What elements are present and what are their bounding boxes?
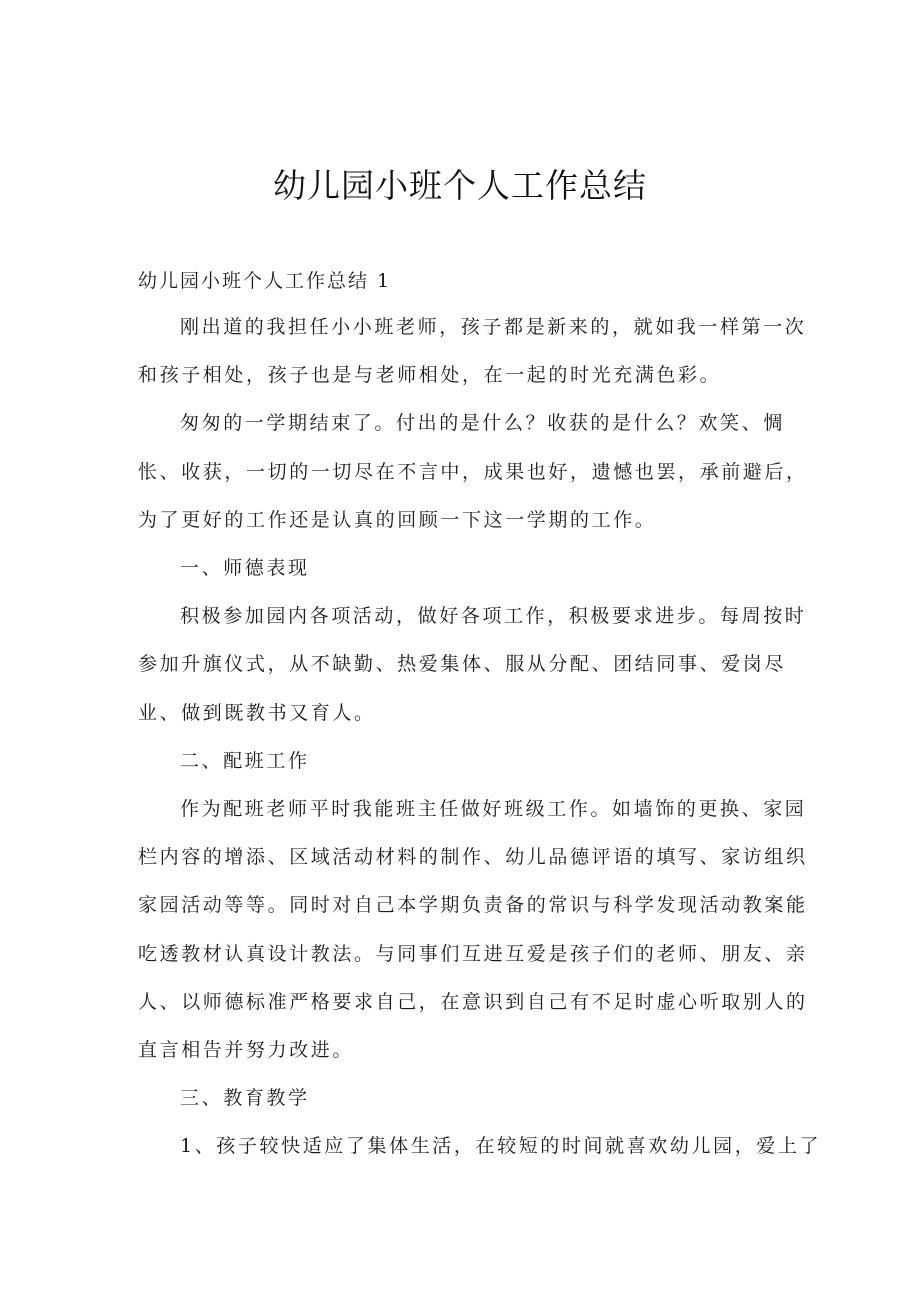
paragraph-line: 人、以师德标准严格要求自己，在意识到自己有不足时虚心听取别人的 bbox=[138, 991, 808, 1013]
section-heading: 一、师德表现 bbox=[180, 557, 310, 579]
section-heading: 三、教育教学 bbox=[180, 1087, 310, 1109]
paragraph-line: 怅、收获，一切的一切尽在不言中，成果也好，遗憾也罢，承前避后， bbox=[138, 461, 808, 483]
paragraph-line: 为了更好的工作还是认真的回顾一下这一学期的工作。 bbox=[138, 509, 657, 531]
paragraph-line: 作为配班老师平时我能班主任做好班级工作。如墙饰的更换、家园 bbox=[180, 798, 807, 820]
paragraph-line: 匆匆的一学期结束了。付出的是什么？收获的是什么？欢笑、惆 bbox=[180, 412, 785, 434]
section-heading: 二、配班工作 bbox=[180, 750, 310, 772]
paragraph-line: 积极参加园内各项活动，做好各项工作，积极要求进步。每周按时 bbox=[180, 605, 807, 627]
document-title: 幼儿园小班个人工作总结 bbox=[273, 166, 647, 205]
section-subtitle: 幼儿园小班个人工作总结 1 bbox=[138, 270, 392, 292]
paragraph-line: 直言相告并努力改进。 bbox=[138, 1039, 355, 1061]
paragraph-line: 1、孩子较快适应了集体生活，在较短的时间就喜欢幼儿园，爱上了 bbox=[180, 1135, 822, 1157]
paragraph-line: 家园活动等等。同时对自己本学期负责备的常识与科学发现活动教案能 bbox=[138, 894, 808, 916]
paragraph-line: 栏内容的增添、区域活动材料的制作、幼儿品德评语的填写、家访组织 bbox=[138, 846, 808, 868]
paragraph-line: 参加升旗仪式，从不缺勤、热爱集体、服从分配、团结同事、爱岗尽 bbox=[138, 653, 787, 675]
paragraph-line: 业、做到既教书又育人。 bbox=[138, 702, 376, 724]
paragraph-line: 刚出道的我担任小小班老师，孩子都是新来的，就如我一样第一次 bbox=[180, 316, 807, 338]
paragraph-line: 和孩子相处，孩子也是与老师相处，在一起的时光充满色彩。 bbox=[138, 364, 722, 386]
paragraph-line: 吃透教材认真设计教法。与同事们互进互爱是孩子们的老师、朋友、亲 bbox=[138, 943, 808, 965]
